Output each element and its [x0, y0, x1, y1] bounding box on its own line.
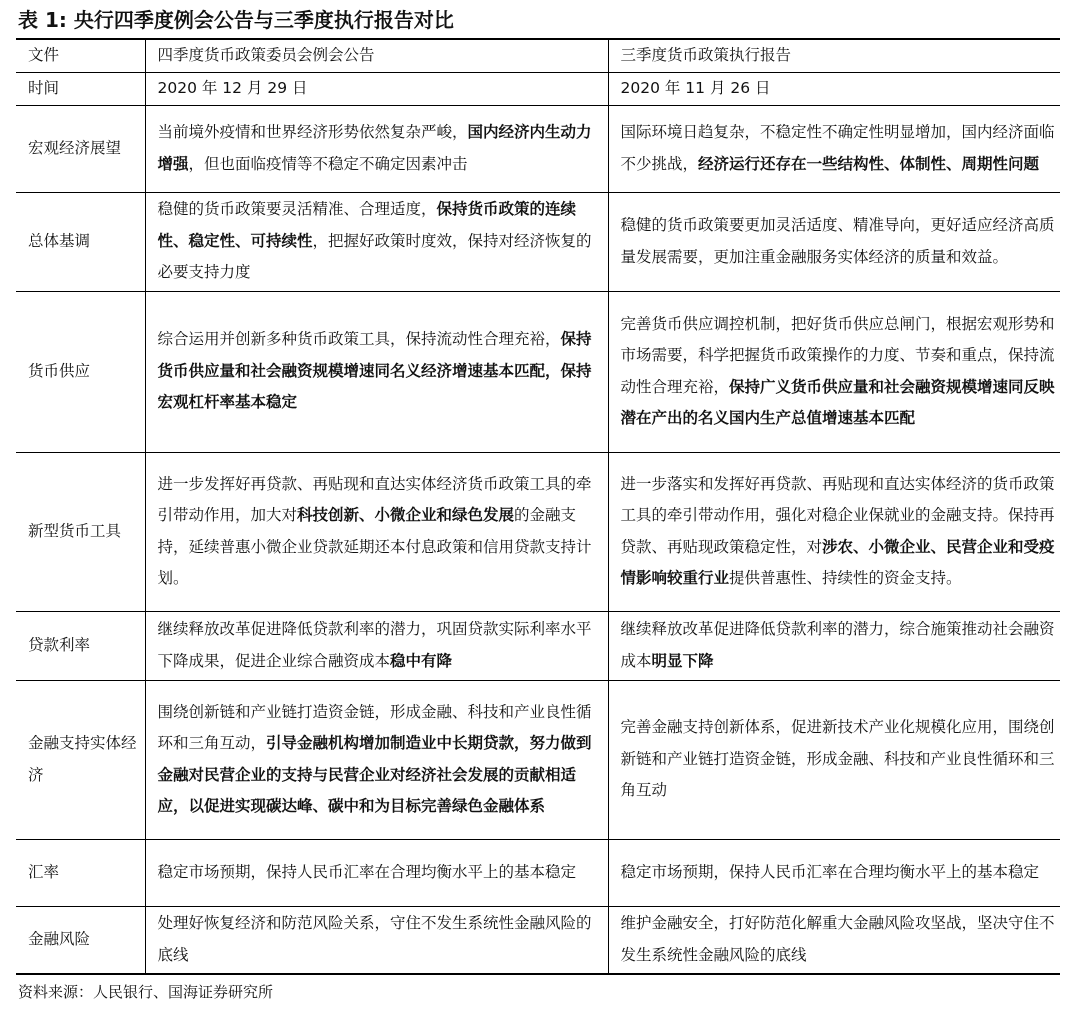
cell-q3-report — [608, 680, 1060, 839]
time-q4: 2020 年 12 月 29 日 — [145, 72, 608, 105]
cell-q4-meeting — [145, 105, 608, 192]
cell-q3-report — [608, 611, 1060, 680]
text: 稳健的货币政策要灵活精准、合理适度， — [157, 200, 437, 219]
comparison-table — [16, 38, 1060, 975]
cell-q4-meeting — [145, 680, 608, 839]
header-q3-report: 三季度货币政策执行报告 — [608, 39, 1060, 72]
text: 综合运用并创新多种货币政策工具，保持流动性合理充裕， — [157, 330, 561, 349]
header-file: 文件 — [16, 39, 145, 72]
text: 当前境外疫情和世界经济形势依然复杂严峻， — [157, 123, 468, 141]
table-row — [16, 680, 1060, 839]
table-row — [16, 611, 1060, 680]
text: ，把握好政策时度效，保持对经济恢复的必要支持力度 — [157, 231, 592, 282]
text: 进一步发挥好再贷款、再贴现和直达实体经济货币政策工具的牵引带动作用，加大对 — [157, 474, 592, 524]
text: 完善金融支持创新体系，促进新技术产业化规模化应用，围绕创新链和产业链打造资金链，形成金融、科技和产业良性循环和三角互动 — [620, 718, 1055, 800]
table-row — [16, 452, 1060, 611]
bold-text: 明显下降 — [651, 651, 714, 670]
row-label: 金融风险 — [16, 906, 145, 974]
cell-q4-meeting — [145, 839, 608, 906]
row-label: 宏观经济展望 — [16, 105, 145, 192]
row-label: 新型货币工具 — [16, 452, 145, 611]
bold-text: 保持广义货币供应量和社会融资规模增速同反映潜在产出的名义国内生产总值增速基本匹配 — [620, 377, 1055, 427]
time-label: 时间 — [16, 72, 145, 105]
table-row — [16, 906, 1060, 974]
cell-q4-meeting — [145, 452, 608, 611]
table-row — [16, 105, 1060, 192]
text: 维护金融安全，打好防范化解重大金融风险攻坚战，坚决守住不发生系统性金融风险的底线 — [620, 914, 1055, 964]
row-label: 贷款利率 — [16, 611, 145, 680]
bold-text: 稳中有降 — [390, 651, 453, 670]
bold-text: 保持货币政策的连续性、稳定性、可持续性 — [157, 200, 577, 250]
cell-q4-meeting — [145, 291, 608, 452]
text: 继续释放改革促进降低贷款利率的潜力，综合施策推动社会融资成本 — [620, 620, 1055, 670]
bold-text: 经济运行还存在一些结构性、体制性、周期性问题 — [698, 154, 1040, 173]
row-label: 货币供应 — [16, 291, 145, 452]
text: 围绕创新链和产业链打造资金链，形成金融、科技和产业良性循环和三角互动， — [157, 702, 592, 752]
cell-q3-report — [608, 291, 1060, 452]
row-label: 金融支持实体经济 — [16, 680, 145, 839]
time-row — [16, 72, 1060, 105]
text: 稳健的货币政策要更加灵活适度、精准导向，更好适应经济高质量发展需要，更加注重金融服务实体经济的质量和效益。 — [620, 216, 1055, 266]
cell-q3-report — [608, 105, 1060, 192]
text: 处理好恢复经济和防范风险关系，守住不发生系统性金融风险的底线 — [157, 914, 592, 964]
text: 的金融支持，延续普惠小微企业贷款延期还本付息政策和信用贷款支持计划。 — [157, 506, 592, 587]
cell-q4-meeting — [145, 192, 608, 291]
source-note: 资料来源：人民银行、国海证券研究所 — [18, 983, 274, 1001]
table-row — [16, 839, 1060, 906]
bold-text: 科技创新、小微企业和绿色发展 — [297, 506, 515, 524]
cell-q4-meeting — [145, 906, 608, 974]
bold-text: 涉农、小微企业、民营企业和受疫情影响较重行业 — [620, 537, 1055, 587]
row-label: 汇率 — [16, 839, 145, 906]
row-label: 总体基调 — [16, 192, 145, 291]
text: 进一步落实和发挥好再贷款、再贴现和直达实体经济的货币政策工具的牵引带动作用，强化对稳企业保就业的金融支持。保持再贷款、再贴现政策稳定性，对 — [620, 474, 1055, 556]
bold-text: 国内经济内生动力增强 — [157, 123, 592, 173]
text: 稳定市场预期，保持人民币汇率在合理均衡水平上的基本稳定 — [157, 862, 577, 881]
text: 稳定市场预期，保持人民币汇率在合理均衡水平上的基本稳定 — [620, 862, 1040, 881]
cell-q3-report — [608, 192, 1060, 291]
text: ，但也面临疫情等不稳定不确定因素冲击 — [188, 154, 468, 173]
cell-q3-report — [608, 452, 1060, 611]
time-q3: 2020 年 11 月 26 日 — [608, 72, 1060, 105]
text: 提供普惠性、持续性的资金支持。 — [729, 569, 962, 587]
table-title: 表 1: 央行四季度例会公告与三季度执行报告对比 — [18, 8, 454, 32]
table-row — [16, 291, 1060, 452]
cell-q4-meeting — [145, 611, 608, 680]
cell-q3-report — [608, 906, 1060, 974]
text: 国际环境日趋复杂，不稳定性不确定性明显增加，国内经济面临不少挑战， — [620, 123, 1055, 173]
bold-text: 保持货币供应量和社会融资规模增速同名义经济增速基本匹配，保持宏观杠杆率基本稳定 — [157, 330, 592, 412]
text: 完善货币供应调控机制，把好货币供应总闸门，根据宏观形势和市场需要，科学把握货币政策操作的力度、节奏和重点，保持流动性合理充裕， — [620, 314, 1055, 396]
header-q4-meeting: 四季度货币政策委员会例会公告 — [145, 39, 608, 72]
table-row — [16, 192, 1060, 291]
text: 继续释放改革促进降低贷款利率的潜力，巩固贷款实际利率水平下降成果，促进企业综合融资成本 — [157, 620, 592, 670]
bold-text: 引导金融机构增加制造业中长期贷款，努力做到金融对民营企业的支持与民营企业对经济社会发展的贡献相适应，以促进实现碳达峰、碳中和为目标完善绿色金融体系 — [157, 734, 592, 815]
header-row — [16, 39, 1060, 72]
cell-q3-report — [608, 839, 1060, 906]
